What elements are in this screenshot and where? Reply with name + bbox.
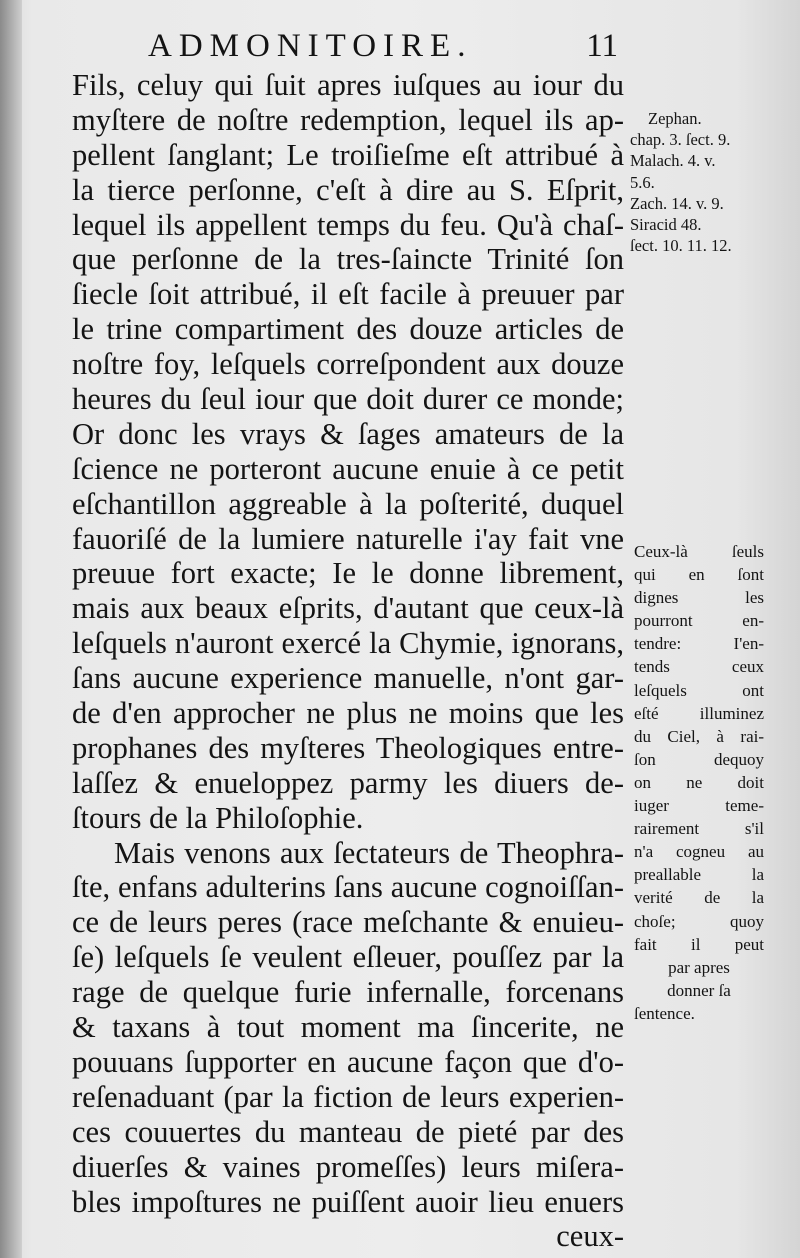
text-line: Fils, celuy qui ſuit apres iuſques au iour du	[72, 68, 624, 102]
gloss-line: fait il peut	[634, 934, 764, 954]
catchword: ceux-	[556, 1219, 624, 1254]
margin-gloss	[634, 540, 764, 1025]
running-title: ADMONITOIRE.	[148, 28, 473, 64]
text-line: la tierce perſonne, c'eſt à dire au S. Eſprit,	[72, 172, 624, 207]
text-line: reſenaduant (par la fiction de leurs experien-	[72, 1079, 624, 1114]
text-line: rage de quelque furie infernalle, forcenans	[72, 975, 624, 1010]
text-line: ſe) leſquels ſe veulent eſleuer, pouſſez par la	[72, 940, 624, 975]
text-line: Or donc les vrays & ſages amateurs de la	[72, 416, 624, 451]
text-line: lequel ils appellent temps du feu. Qu'à chaſ-	[72, 207, 624, 242]
paragraph-start-line: Mais venons aux ſectateurs de Theophra-	[114, 835, 624, 870]
margin-ref-line: chap. 3. ſect. 9.	[630, 130, 731, 150]
margin-ref-line: ſect. 10. 11. 12.	[630, 236, 732, 256]
text-line: ſte, enfans adulterins ſans aucune cognoiſſan-	[72, 870, 624, 905]
gloss-line: leſquels ont	[634, 680, 764, 700]
gloss-line: qui en ſont	[634, 565, 764, 585]
text-line: de d'en approcher ne plus ne moins que les	[72, 696, 624, 731]
page-number: 11	[586, 28, 618, 64]
text-line: ſiecle ſoit attribué, il eſt facile à preuuer par	[72, 277, 624, 312]
text-line: leſquels n'auront exercé la Chymie, ignorans,	[72, 626, 624, 661]
margin-ref-line: Zach. 14. v. 9.	[630, 193, 724, 213]
gloss-line: on ne doit	[634, 772, 764, 792]
gutter-shadow	[0, 0, 22, 1258]
gloss-line: ſentence.	[634, 1003, 695, 1023]
gloss-line: dignes les	[634, 588, 764, 608]
gloss-line: verité de la	[634, 888, 764, 908]
text-line: pellent ſanglant; Le troiſieſme eſt attribué à	[72, 137, 624, 172]
text-line: & taxans à tout moment ma ſincerite, ne	[72, 1010, 624, 1045]
text-line: myſtere de noſtre redemption, lequel ils ap-	[72, 102, 624, 137]
gloss-line: du Ciel, à rai-	[634, 726, 764, 746]
gloss-line: eſté illuminez	[634, 703, 764, 723]
text-line: prophanes des myſteres Theologiques entre-	[72, 730, 624, 765]
gloss-line: Ceux-là ſeuls	[634, 542, 764, 561]
main-text-block	[72, 68, 624, 1254]
gloss-line: rairement s'il	[634, 819, 764, 839]
gloss-line: tends ceux	[634, 657, 764, 677]
text-line: noſtre foy, leſquels correſpondent aux douze	[72, 347, 624, 382]
text-line: ces couuertes du manteau de pieté par des	[72, 1114, 624, 1149]
gloss-line: preallable la	[634, 865, 764, 885]
margin-ref-line: 5.6.	[630, 172, 655, 192]
text-line: laſſez & enueloppez parmy les diuers de-	[72, 765, 624, 800]
text-line: bles impoſtures ne puiſſent auoir lieu enuers	[72, 1184, 624, 1219]
gloss-line: tendre: I'en-	[634, 634, 764, 654]
margin-ref-line: Malach. 4. v.	[630, 151, 716, 171]
gloss-line: donner ſa	[667, 980, 731, 1000]
text-line: heures du ſeul iour que doit durer ce monde;	[72, 382, 624, 417]
text-line: diuerſes & vaines promeſſes) leurs miſera-	[72, 1149, 624, 1184]
margin-scripture-references	[630, 108, 762, 256]
gloss-line: choſe; quoy	[634, 911, 764, 931]
text-line: ſtours de la Philoſophie.	[72, 800, 364, 835]
text-line: le trine compartiment des douze articles de	[72, 312, 624, 347]
gloss-line: ſon dequoy	[634, 749, 764, 769]
text-line: mais aux beaux eſprits, d'autant que ceux-là	[72, 591, 624, 626]
text-line: que perſonne de la tres-ſaincte Trinité ſon	[72, 242, 624, 277]
gloss-line: n'a cogneu au	[634, 842, 764, 862]
gloss-line: par apres	[668, 957, 730, 977]
text-line: ſcience ne porteront aucune enuie à ce petit	[72, 451, 624, 486]
text-line: preuue fort exacte; Ie le donne librement,	[72, 556, 624, 591]
margin-ref-line: Siracid 48.	[630, 215, 702, 235]
gloss-line: iuger teme-	[634, 796, 764, 816]
gloss-line: pourront en-	[634, 611, 764, 631]
text-line: fauoriſé de la lumiere naturelle i'ay fait vne	[72, 521, 624, 556]
text-line: ſans aucune experience manuelle, n'ont gar-	[72, 661, 624, 696]
text-line: pouuans ſupporter en aucune façon que d'o-	[72, 1044, 624, 1079]
margin-ref-line: Zephan.	[648, 109, 702, 128]
text-line: ce de leurs peres (race meſchante & enuieu-	[72, 905, 624, 940]
running-head	[148, 28, 618, 68]
text-line: eſchantillon aggreable à la poſterité, duquel	[72, 486, 624, 521]
